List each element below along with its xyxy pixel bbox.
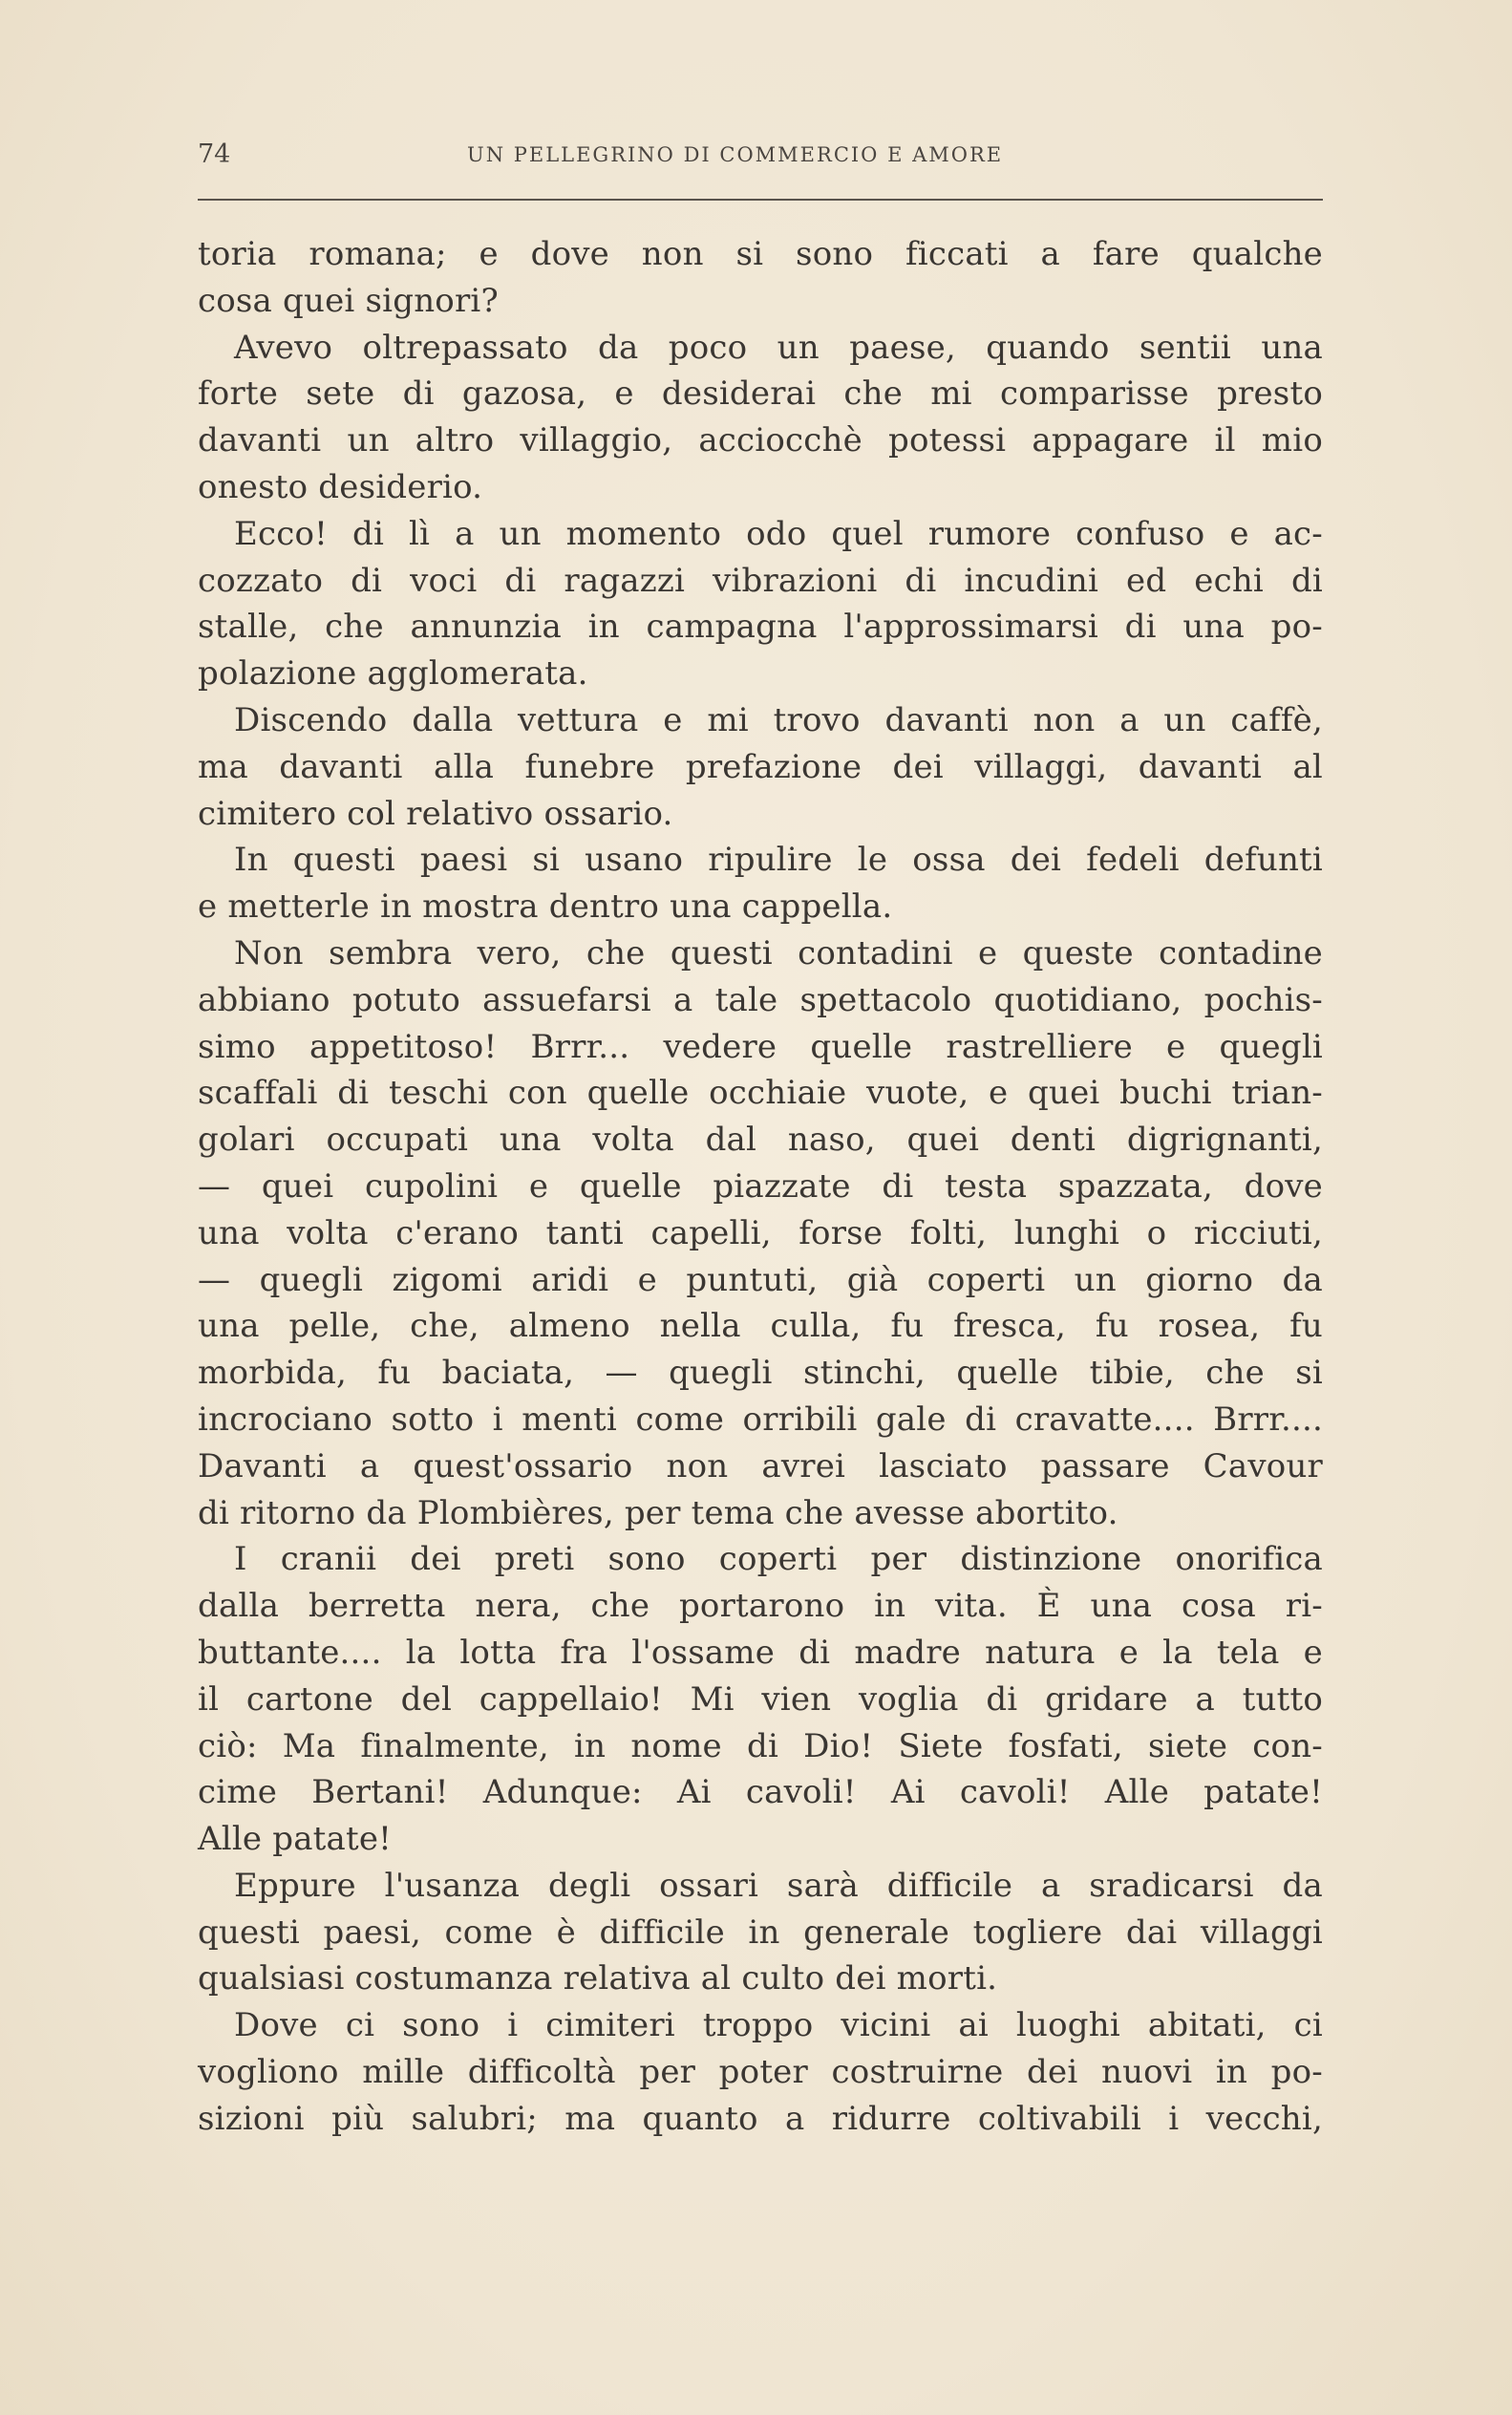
text-line: questi paesi, come è difficile in generale togliere dai villaggi (198, 1913, 1323, 1952)
text-line: forte sete di gazosa, e desiderai che mi comparisse presto (198, 374, 1323, 414)
text-line: incrociano sotto i menti come orribili gale di cravatte.... Brrr.... (198, 1400, 1323, 1439)
text-line: e metterle in mostra dentro una cappella. (198, 887, 893, 927)
running-title: UN PELLEGRINO DI COMMERCIO E AMORE (467, 143, 1004, 166)
text-line: polazione agglomerata. (198, 654, 588, 694)
text-line: ciò: Ma finalmente, in nome di Dio! Siete fosfati, siete con- (198, 1726, 1323, 1765)
text-line: In questi paesi si usano ripulire le ossa dei fedeli defunti (234, 841, 1323, 880)
text-line: cimitero col relativo ossario. (198, 794, 673, 833)
text-line: sizioni più salubri; ma quanto a ridurre coltivabili i vecchi, (198, 2099, 1323, 2138)
text-line: toria romana; e dove non si sono ficcati a fare qualche (198, 235, 1323, 273)
text-line: Discendo dalla vettura e mi trovo davanti non a un caffè, (234, 700, 1323, 739)
header-rule (198, 199, 1323, 201)
text-line: — quei cupolini e quelle piazzate di testa spazzata, dove (198, 1166, 1323, 1206)
text-line: Alle patate! (198, 1820, 393, 1859)
page-header (198, 134, 1323, 176)
text-line: Avevo oltrepassato da poco un paese, quando sentii una (234, 328, 1323, 367)
text-line: golari occupati una volta dal naso, quei denti digrignanti, (198, 1121, 1323, 1160)
text-line: vogliono mille difficoltà per poter costruirne dei nuovi in po- (198, 2053, 1323, 2092)
text-line: cozzato di voci di ragazzi vibrazioni di incudini ed echi di (198, 561, 1323, 600)
text-line: Davanti a quest'ossario non avrei lasciato passare Cavour (198, 1446, 1323, 1485)
body-text (198, 231, 1323, 2143)
text-line: il cartone del cappellaio! Mi vien voglia di gridare a tutto (198, 1679, 1323, 1719)
text-line: scaffali di teschi con quelle occhiaie vuote, e quei buchi trian- (198, 1074, 1323, 1113)
text-line: Eppure l'usanza degli ossari sarà difficile a sradicarsi da (234, 1866, 1323, 1905)
text-line: qualsiasi costumanza relativa al culto dei morti. (198, 1959, 998, 1998)
text-line: morbida, fu baciata, — quegli stinchi, quelle tibie, che si (198, 1354, 1323, 1393)
text-line: Non sembra vero, che questi contadini e queste contadine (234, 933, 1323, 972)
text-line: abbiano potuto assuefarsi a tale spettacolo quotidiano, pochis- (198, 980, 1323, 1019)
text-line: davanti un altro villaggio, acciocchè potessi appagare il mio (198, 421, 1323, 460)
text-line: I cranii dei preti sono coperti per distinzione onorifica (234, 1540, 1323, 1579)
text-line: cime Bertani! Adunque: Ai cavoli! Ai cavoli! Alle patate! (198, 1773, 1323, 1812)
text-line: simo appetitoso! Brrr... vedere quelle rastrelliere e quegli (198, 1027, 1323, 1066)
text-line: una volta c'erano tanti capelli, forse folti, lunghi o ricciuti, (198, 1213, 1323, 1252)
page-number: 74 (198, 139, 231, 169)
text-line: ma davanti alla funebre prefazione dei villaggi, davanti al (198, 747, 1323, 786)
text-line: Ecco! di lì a un momento odo quel rumore confuso e ac- (234, 514, 1323, 553)
text-line: stalle, che annunzia in campagna l'approssimarsi di una po- (198, 608, 1323, 647)
text-line: — quegli zigomi aridi e puntuti, già coperti un giorno da (198, 1260, 1323, 1299)
text-line: di ritorno da Plombières, per tema che avesse abortito. (198, 1493, 1118, 1532)
text-line: cosa quei signori? (198, 281, 499, 320)
text-line: buttante.... la lotta fra l'ossame di madre natura e la tela e (198, 1633, 1323, 1672)
text-line: onesto desiderio. (198, 467, 483, 506)
text-line: dalla berretta nera, che portarono in vita. È una cosa ri- (198, 1587, 1323, 1626)
text-line: Dove ci sono i cimiteri troppo vicini ai luoghi abitati, ci (234, 2006, 1323, 2045)
text-line: una pelle, che, almeno nella culla, fu fresca, fu rosea, fu (198, 1307, 1323, 1346)
